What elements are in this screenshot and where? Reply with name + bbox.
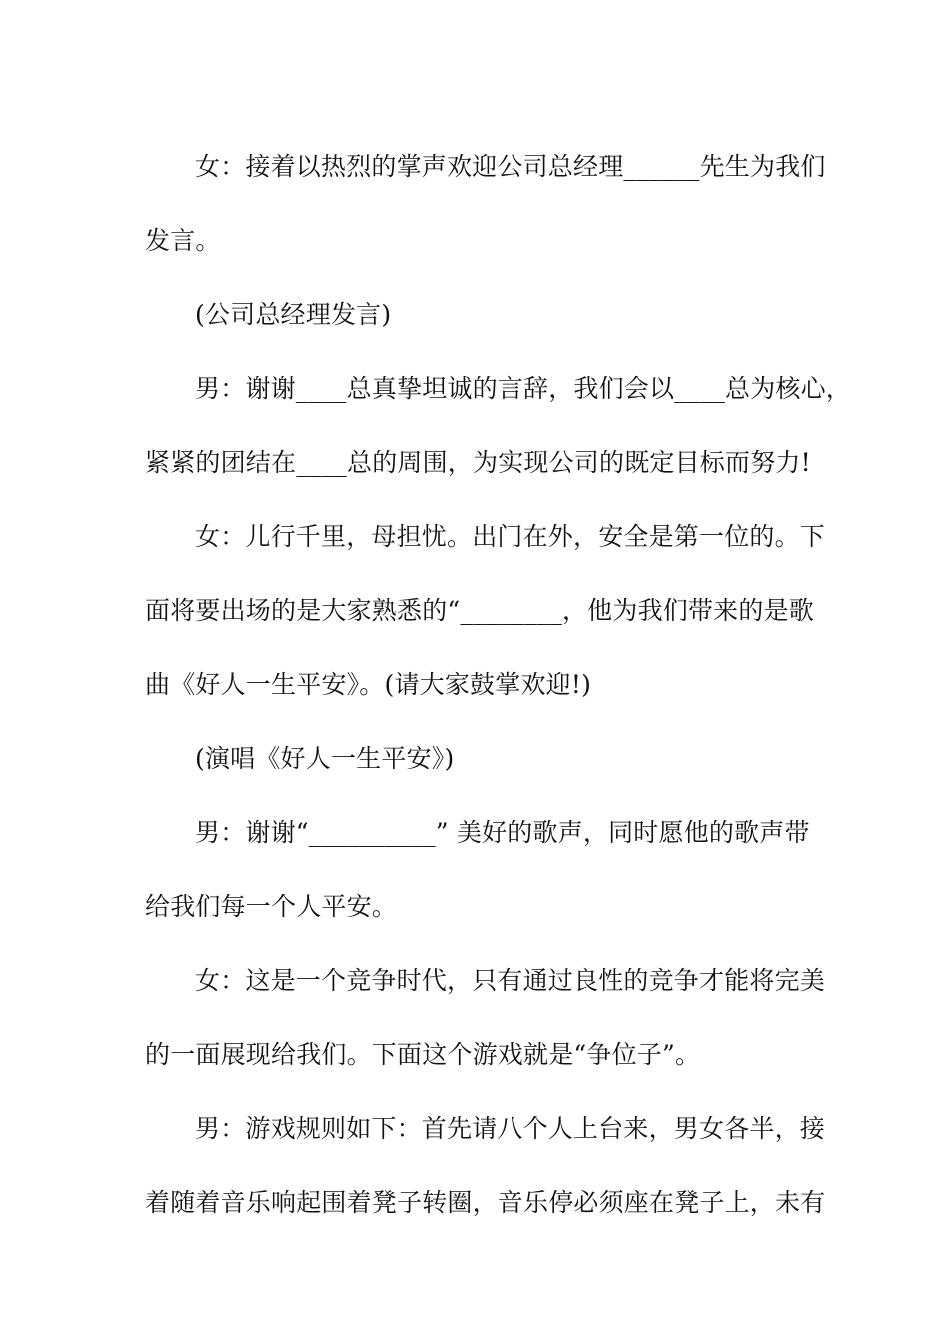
text-line-5: 紧紧的团结在____总的周围，为实现公司的既定目标而努力! — [145, 448, 811, 477]
text-line-13: 的一面展现给我们。下面这个游戏就是“争位子”。 — [145, 1040, 701, 1069]
text-line-3: (公司总经理发言) — [195, 300, 392, 329]
text-line-1: 女：接着以热烈的掌声欢迎公司总经理______先生为我们 — [195, 152, 826, 181]
text-line-4: 男：谢谢____总真挚坦诚的言辞，我们会以____总为核心， — [195, 374, 852, 403]
text-line-14: 男：游戏规则如下：首先请八个人上台来，男女各半，接 — [195, 1114, 826, 1143]
text-line-11: 给我们每一个人平安。 — [145, 892, 398, 921]
text-line-9: (演唱《好人一生平安》) — [195, 744, 455, 773]
text-line-7: 面将要出场的是大家熟悉的“________，他为我们带来的是歌 — [145, 596, 814, 625]
text-line-15: 着随着音乐响起围着凳子转圈，音乐停必须座在凳子上，未有 — [145, 1188, 826, 1217]
text-line-2: 发言。 — [145, 226, 221, 255]
text-line-8: 曲《好人一生平安》。(请大家鼓掌欢迎!) — [145, 670, 592, 699]
text-line-12: 女：这是一个竞争时代，只有通过良性的竞争才能将完美 — [195, 966, 826, 995]
text-line-6: 女：儿行千里，母担忧。出门在外，安全是第一位的。下 — [195, 522, 826, 551]
document-body — [145, 130, 852, 1240]
text-line-10: 男：谢谢“__________” 美好的歌声，同时愿他的歌声带 — [195, 818, 810, 847]
